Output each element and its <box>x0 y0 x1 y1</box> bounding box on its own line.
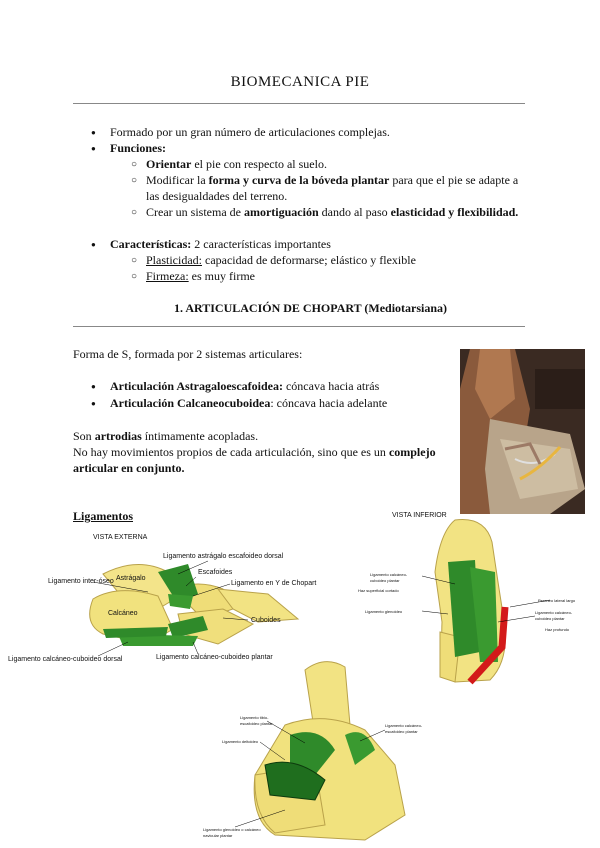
fig1-label-calc-dorsal: Ligamento calcáneo-cuboideo dorsal <box>8 656 123 663</box>
fig3-label-bottom-1: Ligamento glenoideo o calcáneo <box>203 827 261 832</box>
fig2-label-haz-prof: Haz profundo <box>545 627 570 632</box>
section-heading-chopart: 1. ARTICULACIÓN DE CHOPART (Mediotarsiana) <box>174 301 448 315</box>
funciones-label: Funciones: <box>110 141 167 155</box>
fig1-label-interoseo: Ligamento inter-óseo <box>48 578 114 585</box>
fig1-view-label: VISTA EXTERNA <box>93 534 148 541</box>
fig1-label-calc-plantar: Ligamento calcáneo-cuboideo plantar <box>156 654 273 661</box>
fig1-label-y-chopart: Ligamento en Y de Chopart <box>231 580 317 587</box>
carac-plasticidad: ○ Plasticidad: capacidad de deformarse; elástico y flexible <box>146 252 416 269</box>
fig2-label-calc-cub-2: cuboideo plantar <box>370 578 400 583</box>
fig2-label-peroneo: Peroneo lateral largo <box>538 598 576 603</box>
fig1-label-escafoides: Escafoides <box>198 569 233 576</box>
bullet-funciones <box>110 140 166 157</box>
funcion-orientar: ○ Orientar el pie con respecto al suelo. <box>146 156 327 173</box>
fig3-label-tl-1: Ligamento tibio- <box>240 715 269 720</box>
fig2-label-calc-cub-1: Ligamento calcáneo- <box>370 572 408 577</box>
figure-vista-externa <box>8 534 323 669</box>
figure-vista-medial <box>195 655 445 845</box>
fig3-label-tl-2: escafoideo plantar <box>240 721 273 726</box>
fig2-label-calc-cub-3: Ligamento calcáneo- <box>535 610 573 615</box>
foot-medial-illustration <box>195 655 445 845</box>
fig3-label-tr-1: Ligamento calcáneo- <box>385 723 423 728</box>
fig1-label-calcaneo: Calcáneo <box>108 610 138 617</box>
funcion-modificar: ○ Modificar la forma y curva de la bóveda plantar para que el pie se adapte a <box>146 172 518 189</box>
fig2-label-glenoideo: Ligamento glenoideo <box>365 609 403 614</box>
fig3-label-bottom-2: navicular plantar <box>203 833 233 838</box>
bullet-astragaloescafoidea: ● Articulación Astragaloescafoidea: cóncava hacia atrás <box>110 378 379 395</box>
bullet-formado: ● Formado por un gran número de articulaciones complejas. <box>110 124 390 141</box>
chopart-complejo-line2: articular en conjunto. <box>73 461 185 475</box>
dissection-photo-image <box>460 349 585 514</box>
fig1-label-astragalo: Astrágalo <box>116 575 146 582</box>
fig3-label-tr-2: escafoideo plantar <box>385 729 418 734</box>
chopart-intro: Forma de S, formada por 2 sistemas articulares: <box>73 347 303 361</box>
carac-firmeza: ○ Firmeza: es muy firme <box>146 268 255 285</box>
chopart-complejo: No hay movimientos propios de cada articulación, sino que es un complejo <box>73 445 436 459</box>
bullet-caracteristicas: ● Características: 2 características importantes <box>110 236 331 253</box>
fig2-label-haz-sup: Haz superficial cortado <box>358 588 399 593</box>
page-title: BIOMECANICA PIE <box>230 74 370 90</box>
section-rule <box>73 326 525 327</box>
fig1-label-dorsal: Ligamento astrágalo escafoideo dorsal <box>163 553 284 560</box>
anatomy-photo <box>460 349 585 514</box>
title-rule <box>73 103 525 104</box>
fig3-label-deltoideo: Ligamento deltoideo <box>222 739 259 744</box>
funcion-amortiguacion: ○ Crear un sistema de amortiguación dando al paso elasticidad y flexibilidad. <box>146 204 518 221</box>
funcion-modificar-line2: las desigualdades del terreno. <box>146 189 288 203</box>
fig1-label-cuboides: Cuboides <box>251 617 281 624</box>
ligamentos-heading: Ligamentos <box>73 509 133 523</box>
chopart-artrodias: Son artrodias íntimamente acopladas. <box>73 429 259 443</box>
fig2-label-calc-cub-4: cuboideo plantar <box>535 616 565 621</box>
fig2-view-label: VISTA INFERIOR <box>392 512 447 519</box>
bullet-calcaneocuboidea: ● Articulación Calcaneocuboidea: cóncava hacia adelante <box>110 395 387 412</box>
